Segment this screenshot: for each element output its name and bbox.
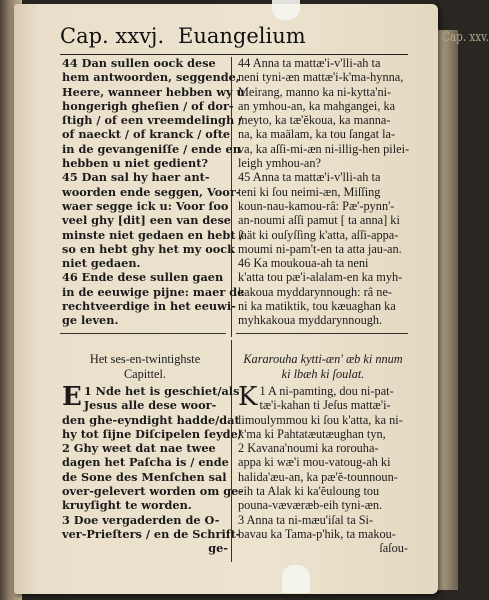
text-line: 45 Dan sal hy haer ant- — [62, 170, 210, 185]
drop-cap: K — [238, 382, 258, 412]
formosan-column-top — [238, 56, 408, 328]
heading-line: Capittel. — [123, 366, 166, 381]
text-line: in de gevangeniſſe / ende en — [62, 141, 241, 156]
text-line: eih ta Alak ki ka'ĕuloung tou — [238, 484, 380, 499]
drop-cap: E — [62, 382, 82, 412]
formosan-column-bottom — [238, 384, 408, 556]
text-line: veel ghy [dit] een van dese — [62, 213, 231, 228]
text-line: 44 Anna ta mattæ'i-v'lli-ah ta — [238, 56, 381, 70]
dutch-chapter-heading — [62, 352, 228, 381]
text-line: of naeckt / of kranck / ofte — [62, 127, 231, 142]
text-line: ni ka matiktik, tou kæuaghan ka — [238, 299, 396, 314]
text-line: tæ'i-kahan ti Jeſus mattæ'i- — [259, 398, 391, 413]
text-line: moumi ni-pam't-en ta atta jau-an. — [238, 241, 402, 256]
text-line: appa ki wæ'i mou-vatoug-ah ki — [238, 455, 391, 470]
text-line: ſtigh / of een vreemdelingh / — [62, 113, 243, 128]
heading-line: ki lbæh ki ſoulat. — [281, 366, 365, 381]
text-line: an-noumi aſſi pamut [ ta anna] ki — [238, 213, 400, 228]
text-line: bavau ka Tama-p'hik, ta makou- — [238, 526, 396, 541]
catchword: ge- — [208, 541, 228, 556]
text-line: in de eeuwige pijne: maer de — [62, 284, 245, 299]
text-line: waer segge ick u: Voor ſoo — [62, 198, 229, 213]
text-line: 44 Dan sullen oock dese — [62, 56, 216, 70]
text-line: 1 Nde het is geschiet/als — [83, 384, 240, 398]
text-line: na, ka maälam, ka tou ſangat la- — [238, 127, 396, 142]
text-line: hongerigh gheſien / of dor- — [62, 98, 234, 113]
text-line: kruyſight te worden. — [62, 498, 192, 513]
formosan-chapter-heading — [238, 352, 408, 381]
text-line: 2 Ghy weet dat nae twee — [62, 441, 216, 456]
page-clip — [282, 565, 310, 593]
text-line: Jesus alle dese woor- — [83, 398, 217, 413]
text-line: de Sone des Menſchen sal — [62, 469, 227, 484]
text-line: woorden ende seggen, Voor- — [62, 184, 241, 199]
header-rule — [60, 54, 408, 55]
chapter-label: Cap. xxvj. — [60, 24, 165, 48]
text-line: niet gedaen. — [62, 256, 141, 271]
dutch-column-top — [62, 56, 245, 328]
catchword: ſaſou- — [379, 541, 408, 556]
text-line: kakoua myddarynnough: râ ne- — [238, 284, 393, 299]
text-line: hem antwoorden, seggende, — [62, 70, 240, 85]
text-line: ver-Prieſters / en de Schrift- — [62, 526, 241, 541]
text-line: ge leven. — [62, 313, 119, 328]
text-line: hebben u niet gedient? — [62, 156, 209, 171]
dutch-column-bottom — [62, 382, 243, 556]
text-line: ſaät ki ouſyſſing k'atta, aſſi-appa- — [238, 227, 399, 242]
text-line: 1 A ni-pamting, dou ni-pat- — [259, 384, 394, 398]
next-page-edge — [438, 30, 458, 590]
heading-line: Kararouha kytti-æn' æb ki nnum — [243, 352, 403, 366]
heading-line: Het ses-en-twintighste — [89, 352, 201, 366]
text-line: leigh ymhou-an? — [238, 156, 321, 171]
text-line: k'ma ki Pahtatæutæughan tyn, — [238, 426, 386, 441]
text-line: rechtveerdige in het eeuwi- — [62, 299, 236, 314]
text-line: dagen het Paſcha is / ende — [62, 455, 229, 470]
text-line: k'atta tou pæ'i-alalam-en ka myh- — [238, 270, 403, 285]
text-line: 46 Ka moukoua-ah ta neni — [238, 256, 369, 271]
text-line: limoulymmou ki ſou k'atta, ka ni- — [238, 412, 403, 427]
text-line: hy tot ſijne Diſcipelen ſeyde/ — [62, 426, 242, 441]
text-line: koun-nau-kamou-râ: Pæ'-pynn'- — [238, 198, 395, 213]
next-page-running-head: Cap. xxv. — [442, 30, 489, 45]
text-line: 3 Doe vergaderden de O- — [62, 512, 220, 527]
text-line: over-gelevert worden om ge- — [62, 484, 243, 499]
text-line: Heere, wanneer hebben wy u — [62, 84, 245, 99]
text-line: 45 Anna ta mattæ'i-v'lli-ah ta — [238, 170, 381, 185]
text-line: myhkakoua myddarynnough. — [238, 313, 383, 328]
text-line: so en hebt ghy het my oock — [62, 241, 236, 256]
text-line: minste niet gedaen en hebt / — [62, 227, 244, 242]
running-head — [60, 24, 306, 54]
text-line: va, ka aſſi-mi-æn ni-illig-hen pilei- — [238, 141, 410, 156]
text-line: an ymhou-an, ka mahgangei, ka — [238, 98, 396, 113]
text-line: 3 Anna ta ni-mæu'iſal ta Si- — [238, 512, 374, 527]
book-title: Euangelium — [178, 24, 306, 48]
text-line: den ghe-eyndight hadde/dat — [62, 412, 240, 427]
section-rule-right — [236, 333, 408, 334]
text-line: teni ki ſou neimi-æn, Miſſing — [238, 184, 381, 199]
text-line: 46 Ende dese sullen gaen — [62, 270, 224, 285]
section-rule-left — [60, 333, 226, 334]
text-line: meyto, ka tæ'ĕkoua, ka manna- — [238, 113, 391, 128]
text-line: Meirang, manno ka ni-kytta'ni- — [238, 84, 392, 99]
text-line: 2 Kavana'noumi ka rorouha- — [238, 441, 379, 456]
text-line: neni tyni-æn mattæ'i-k'ma-hynna, — [238, 70, 404, 85]
page-clip — [272, 0, 300, 20]
text-line: halida'æu-an, ka pæ'ĕ-tounnoun- — [238, 469, 398, 484]
text-line: pouna-væværæb-eih tyni-æn. — [238, 498, 383, 513]
